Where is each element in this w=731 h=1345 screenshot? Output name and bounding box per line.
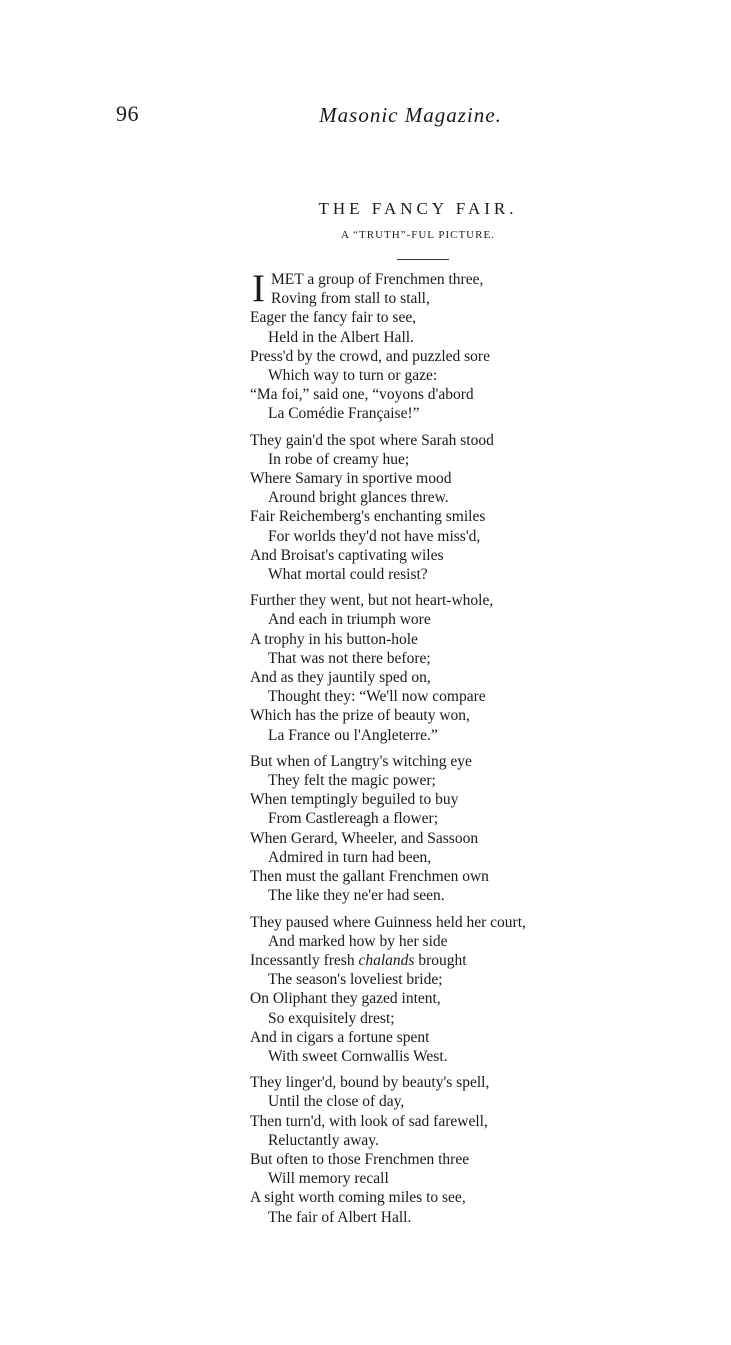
poem-line: Then turn'd, with look of sad farewell, xyxy=(250,1112,488,1130)
poem-line: The fair of Albert Hall. xyxy=(268,1208,412,1226)
poem-line: What mortal could resist? xyxy=(268,566,428,584)
stanza-5 xyxy=(250,913,630,1067)
page-number: 96 xyxy=(116,101,139,126)
poem-line: A sight worth coming miles to see, xyxy=(250,1189,466,1207)
poem-line: Which way to turn or gaze: xyxy=(268,367,438,385)
drop-cap: I xyxy=(252,267,265,310)
title-rule xyxy=(397,259,449,260)
poem-line: Eager the fancy fair to see, xyxy=(250,309,417,327)
poem-subtitle: A “TRUTH”-FUL PICTURE. xyxy=(341,229,495,241)
line-text-end: brought xyxy=(418,951,467,969)
poem-line: La France ou l'Angleterre.” xyxy=(268,726,438,744)
poem-line xyxy=(250,951,630,970)
stanza-6 xyxy=(250,1073,630,1227)
poem-line: On Oliphant they gazed intent, xyxy=(250,990,441,1008)
poem-line: For worlds they'd not have miss'd, xyxy=(268,527,481,545)
stanza-2 xyxy=(250,431,630,585)
poem-line: And marked how by her side xyxy=(268,932,448,950)
poem-line: When temptingly beguiled to buy xyxy=(250,791,459,809)
poem-line: That was not there before; xyxy=(268,649,431,667)
poem-line: Reluctantly away. xyxy=(268,1131,379,1149)
poem-line: Admired in turn had been, xyxy=(268,848,432,866)
poem-line: So exquisitely drest; xyxy=(268,1009,395,1027)
poem-line: And as they jauntily sped on, xyxy=(250,669,431,687)
poem-body xyxy=(250,267,630,1234)
poem-line: Where Samary in sportive mood xyxy=(250,470,452,488)
poem-line: They paused where Guinness held her court, xyxy=(250,913,526,931)
poem-line: Roving from stall to stall, xyxy=(271,290,430,308)
poem-line: A trophy in his button-hole xyxy=(250,630,418,648)
poem-line: Held in the Albert Hall. xyxy=(268,328,414,346)
poem-line: Around bright glances threw. xyxy=(268,489,449,507)
stanza-1 xyxy=(250,267,630,424)
poem-line: Which has the prize of beauty won, xyxy=(250,707,470,725)
first-line-text: MET a group of Frenchmen three, xyxy=(271,271,484,288)
poem-line: With sweet Cornwallis West. xyxy=(268,1047,448,1065)
poem-line: But often to those Frenchmen three xyxy=(250,1150,470,1168)
poem-line: La Comédie Française!” xyxy=(268,405,420,423)
poem-line: Further they went, but not heart-whole, xyxy=(250,592,494,610)
poem-line: The like they ne'er had seen. xyxy=(268,887,445,905)
italic-word: chalands xyxy=(358,951,415,969)
poem-line: They linger'd, bound by beauty's spell, xyxy=(250,1074,490,1092)
poem-line: They felt the magic power; xyxy=(268,772,436,790)
poem-line: Fair Reichemberg's enchanting smiles xyxy=(250,508,486,526)
poem-line: But when of Langtry's witching eye xyxy=(250,752,472,770)
poem-line: In robe of creamy hue; xyxy=(268,450,410,468)
stanza-4 xyxy=(250,752,630,906)
poem-line: When Gerard, Wheeler, and Sassoon xyxy=(250,829,479,847)
poem-line: “Ma foi,” said one, “voyons d'abord xyxy=(250,386,474,404)
poem-line: They gain'd the spot where Sarah stood xyxy=(250,431,494,449)
stanza-3 xyxy=(250,591,630,745)
poem-line: And each in triumph wore xyxy=(268,611,431,629)
poem-line: Until the close of day, xyxy=(268,1093,405,1111)
poem-line: Thought they: “We'll now compare xyxy=(268,688,486,706)
poem-line: The season's loveliest bride; xyxy=(268,971,443,989)
poem-line: Press'd by the crowd, and puzzled sore xyxy=(250,347,490,365)
running-title: Masonic Magazine. xyxy=(319,103,502,127)
poem-line: Then must the gallant Frenchmen own xyxy=(250,868,489,886)
poem-line: From Castlereagh a flower; xyxy=(268,810,439,828)
line-text-start: Incessantly fresh xyxy=(250,951,355,969)
poem-title: THE FANCY FAIR. xyxy=(318,199,518,218)
poem-line: And Broisat's captivating wiles xyxy=(250,546,444,564)
poem-line: Will memory recall xyxy=(268,1170,389,1188)
poem-line: And in cigars a fortune spent xyxy=(250,1028,430,1046)
